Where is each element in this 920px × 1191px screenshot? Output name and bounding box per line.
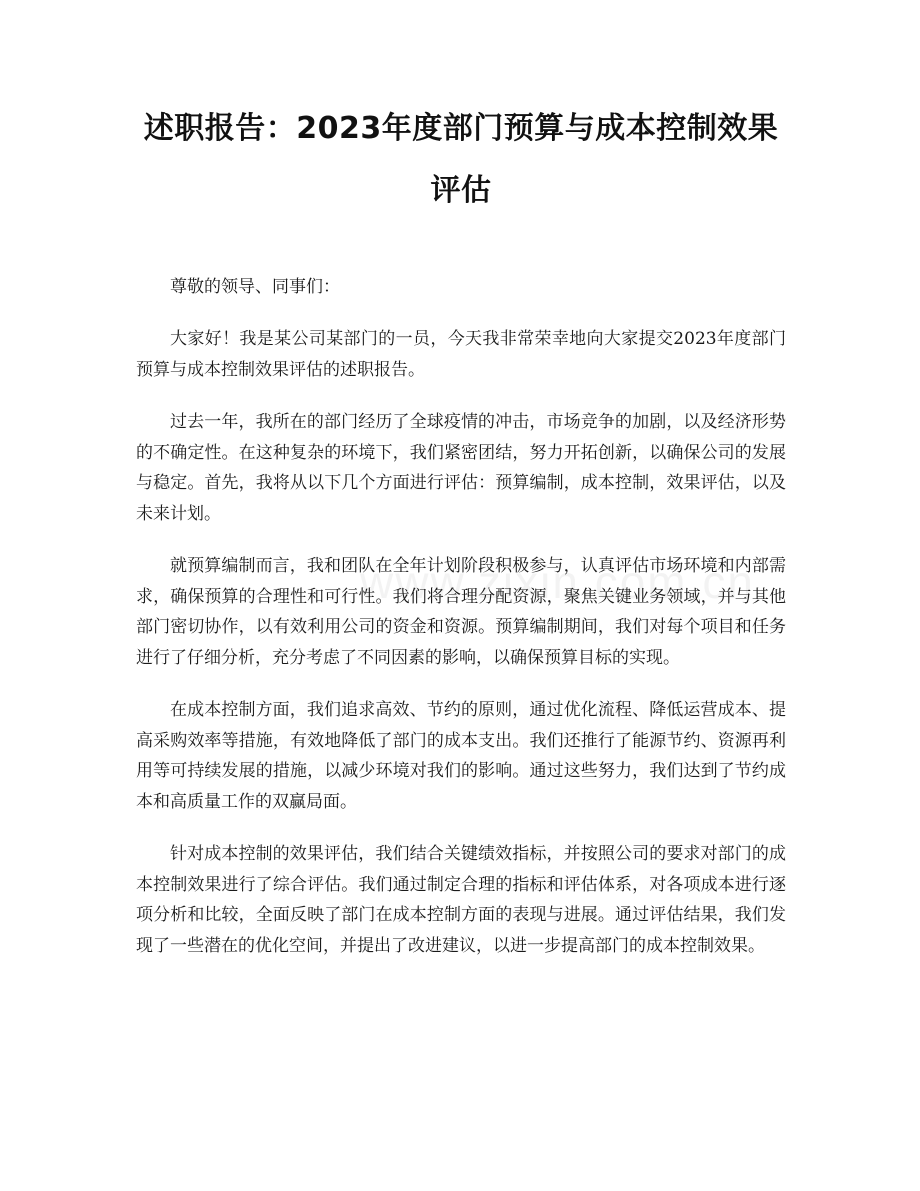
- document-title: 述职报告：2023年度部门预算与成本控制效果评估: [143, 111, 779, 208]
- paragraph-budget-preparation: 就预算编制而言，我和团队在全年计划阶段积极参与，认真评估市场环境和内部需求，确保预算的合理性和可行性。我们将合理分配资源，聚焦关键业务领域，并与其他部门密切协作，以有效利用公司的资金和资源。预算编制期间，我们对每个项目和任务进行了仔细分析，充分考虑了不同因素的影响，以确保预算目标的实现。: [136, 556, 786, 668]
- salutation: 尊敬的领导、同事们：: [170, 277, 340, 297]
- paragraph-cost-control: 在成本控制方面，我们追求高效、节约的原则，通过优化流程、降低运营成本、提高采购效率等措施，有效地降低了部门的成本支出。我们还推行了能源节约、资源再利用等可持续发展的措施，以减少环境对我们的影响。通过这些努力，我们达到了节约成本和高质量工作的双赢局面。: [136, 700, 786, 812]
- paragraph-overview: 过去一年，我所在的部门经历了全球疫情的冲击，市场竞争的加剧，以及经济形势的不确定性。在这种复杂的环境下，我们紧密团结，努力开拓创新，以确保公司的发展与稳定。首先，我将从以下几个方面进行评估：预算编制，成本控制，效果评估，以及未来计划。: [136, 412, 786, 524]
- paragraph-effect-evaluation: 针对成本控制的效果评估，我们结合关键绩效指标，并按照公司的要求对部门的成本控制效果进行了综合评估。我们通过制定合理的指标和评估体系，对各项成本进行逐项分析和比较，全面反映了部门在成本控制方面的表现与进展。通过评估结果，我们发现了一些潜在的优化空间，并提出了改进建议，以进一步提高部门的成本控制效果。: [136, 844, 786, 956]
- document-page: [136, 98, 786, 961]
- paragraph-greeting: 大家好！我是某公司某部门的一员，今天我非常荣幸地向大家提交2023年度部门预算与成本控制效果评估的述职报告。: [136, 329, 786, 380]
